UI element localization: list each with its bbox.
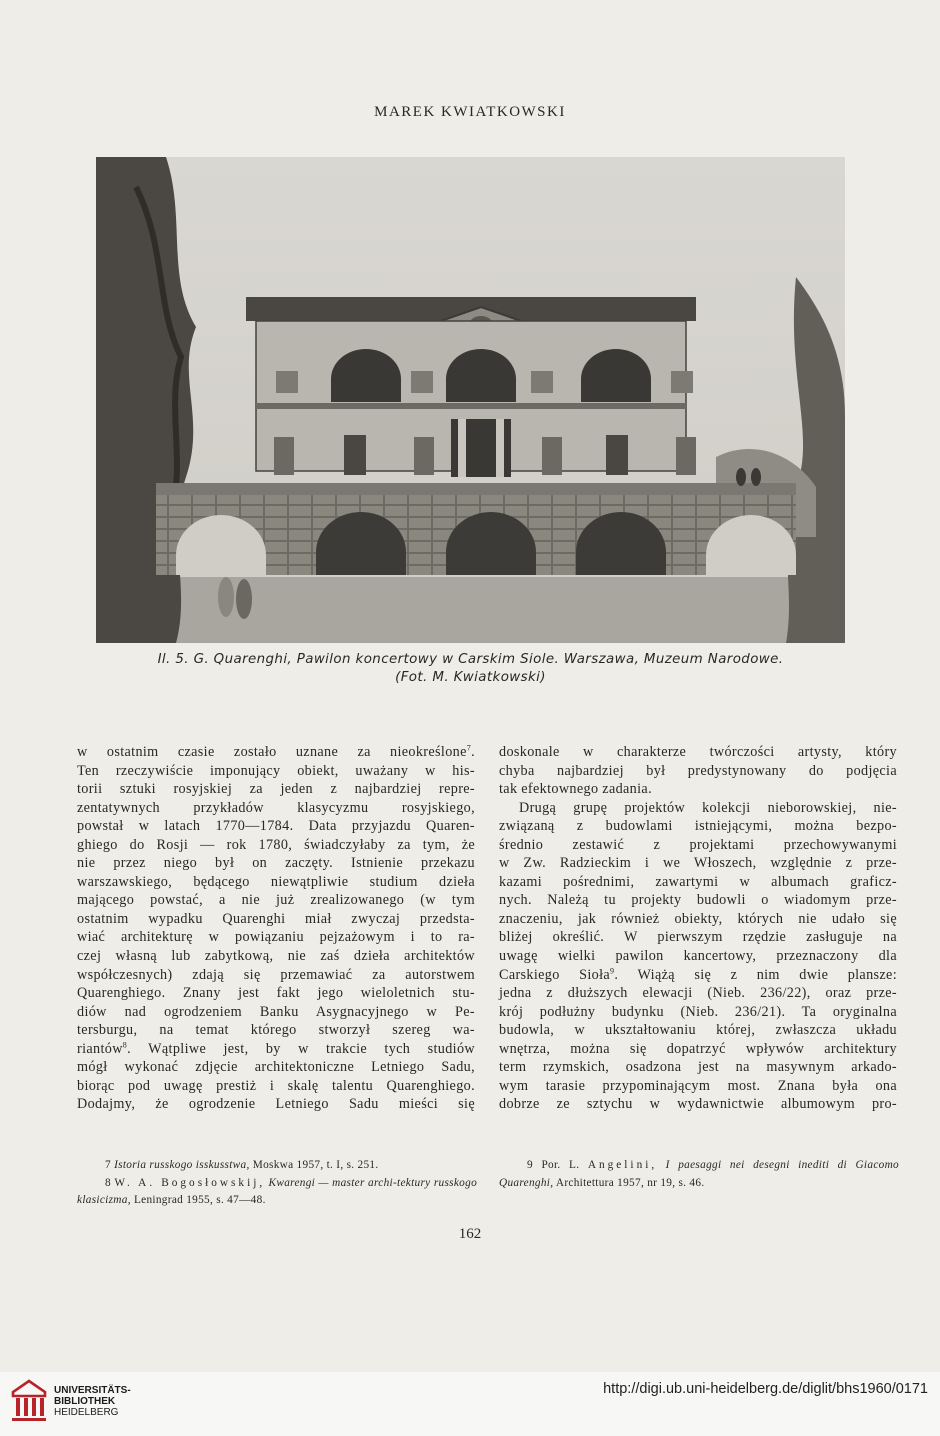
paragraph — [77, 743, 475, 1095]
text-column-right — [499, 743, 897, 1114]
text-line: średnio zestawić z projektami przechowywanymi — [499, 836, 897, 853]
paragraph — [499, 817, 897, 1095]
text-line: warszawskiego, będącego niewątpliwie studium dzieła — [77, 873, 475, 890]
text-line: bliżej określić. W pierwszym rzędzie zasługuje na — [499, 929, 897, 946]
text-line: w ostatnim czasie zostało uznane za nieokreślone$^7$. — [77, 743, 475, 760]
footnote-ref-9: 9 — [610, 965, 615, 975]
viewer-footer — [0, 1372, 940, 1436]
text-line: nie przez niego był on zaczęty. Istnienie przekazu — [77, 855, 475, 872]
text-line: dobrze ze sztychu w wydawnictwie albumowym pro- — [499, 1096, 897, 1113]
text-line: kazami pośrednimi, zawartymi w albumach graficz- — [499, 873, 897, 890]
text-line: tak efektownego zadania. — [499, 781, 652, 798]
text-line: chyba najbardziej był predystynowany do podjęcia — [499, 762, 897, 779]
caption-line-1: Il. 5. G. Quarenghi, Pawilon koncertowy w Carskim Siole. Warszawa, Muzeum Narodowe. — [157, 652, 784, 667]
text-line: Dodajmy, że ogrodzenie Letniego Sadu mieści się — [77, 1096, 475, 1113]
text-column-left — [77, 743, 475, 1114]
text-line: Ten rzeczywiście imponujący obiekt, uważany w his- — [77, 762, 475, 779]
text-line: mającego powstać, a nie już zrealizowanego (w tym — [77, 892, 475, 909]
text-line: doskonale w charakterze twórczości artysty, który — [499, 744, 897, 760]
footnote-ref-8: 8 — [122, 1040, 128, 1050]
text-line: mógł wykonać zdjęcie architektoniczne Letniego Sadu, — [77, 1059, 475, 1076]
library-name: UNIVERSITÄTS- BIBLIOTHEK HEIDELBERG — [54, 1385, 131, 1418]
page-number: 162 — [458, 1226, 482, 1242]
text-line: krój podłużny budynku (Nieb. 236/21). Ta oryginalna — [499, 1003, 897, 1020]
text-line: term rzymskich, osadzona jest na masywnym arkado- — [499, 1059, 897, 1076]
footnotes-right — [499, 1157, 899, 1192]
text-line: współczesnych) zdają się przemawiać za autorstwem — [77, 966, 475, 983]
text-line: powstał w latach 1770—1784. Data przyjazdu Quaren- — [77, 818, 475, 835]
footnote-ref-7: 7 — [466, 743, 472, 753]
text-line: budowla, w ukształtowaniu której, zwłaszcza układu — [499, 1022, 897, 1039]
text-line: w Zw. Radzieckim i we Włoszech, względnie z prze- — [499, 855, 897, 872]
paragraph — [499, 743, 897, 780]
footnote-7: 7 Istoria russkogo isskusstwa, Moskwa 1957, t. I, s. 251. — [105, 1159, 379, 1171]
text-line: czej własną lub zabytkową, nie zaś dzieła architektów — [77, 948, 475, 965]
caption-line-2: (Fot. M. Kwiatkowski) — [395, 670, 546, 685]
text-line: Carskiego Sioła$^9$. Wiążą się z nim dwie plansze: — [499, 965, 897, 983]
text-line: związaną z budowlami istniejącymi, można bezpo- — [499, 818, 897, 835]
text-line: Drugą grupę projektów kolekcji nieborowskiej, nie- — [519, 799, 897, 816]
permalink-url[interactable]: http://digi.ub.uni-heidelberg.de/diglit/bhs1960/0171 — [603, 1381, 928, 1397]
text-line: nych. Należą tu projekty budowli o wiadomym prze- — [499, 892, 897, 909]
illustration-pavilion — [96, 157, 845, 643]
text-line: ghiego do Rosji — rok 1780, świadczyłaby za tym, że — [77, 836, 475, 853]
footnote-8: 8 W. A. Bogosłowskij, Kwarengi — master archi-tektury russkogo klasicizma, Leningrad 1955, s. 47—48. — [77, 1176, 478, 1206]
footnotes-left — [77, 1157, 477, 1210]
text-line: uwagę wielki pawilon kancertowy, przeznaczony dla — [499, 948, 897, 965]
text-line: wym tarasie przypominającym most. Znana była ona — [499, 1077, 897, 1094]
text-line: zentatywnych przykładów klasycyzmu rosyjskiego, — [77, 799, 475, 816]
text-line: wnętrza, można się dopatrzyć wpływów architektury — [499, 1040, 897, 1057]
pavilion-engraving — [96, 157, 845, 643]
text-line: znaczeniu, jak również obiekty, których nie udało się — [499, 910, 897, 927]
text-line: tersburgu, na temat którego stworzył szereg wa- — [77, 1022, 475, 1039]
footnote-9: 9 Por. L. Angelini, I paesaggi nei desegni inediti di Giacomo Quarenghi, Architettura 1957, nr 19, s. 46. — [499, 1159, 899, 1189]
figure-caption — [96, 651, 845, 687]
text-line: Quarenghiego. Znany jest fakt jego wieloletnich stu- — [77, 985, 475, 1002]
text-line: ostatnim wypadku Quarenghi miał zwyczaj przedsta- — [77, 910, 475, 927]
paragraph — [499, 799, 897, 818]
text-line: torii sztuki rosyjskiej za jeden z najbardziej repre- — [77, 781, 475, 798]
text-line: riantów$^8$. Wątpliwe jest, by w trakcie tych studiów — [77, 1040, 475, 1057]
text-line: jedna z dłuższych elewacji (Nieb. 236/22), oraz prze- — [499, 985, 897, 1002]
running-head: MAREK KWIATKOWSKI — [374, 104, 566, 120]
text-line: biorąc pod uwagę prestiż i skalę talentu Quarenghiego. — [77, 1077, 475, 1094]
university-library-logo-icon — [10, 1378, 48, 1424]
text-line: wiać architekturę w powiązaniu pejzażowym i to ra- — [77, 929, 475, 946]
text-line: diów nad ogrodzeniem Banku Asygnacyjnego w Pe- — [77, 1003, 475, 1020]
